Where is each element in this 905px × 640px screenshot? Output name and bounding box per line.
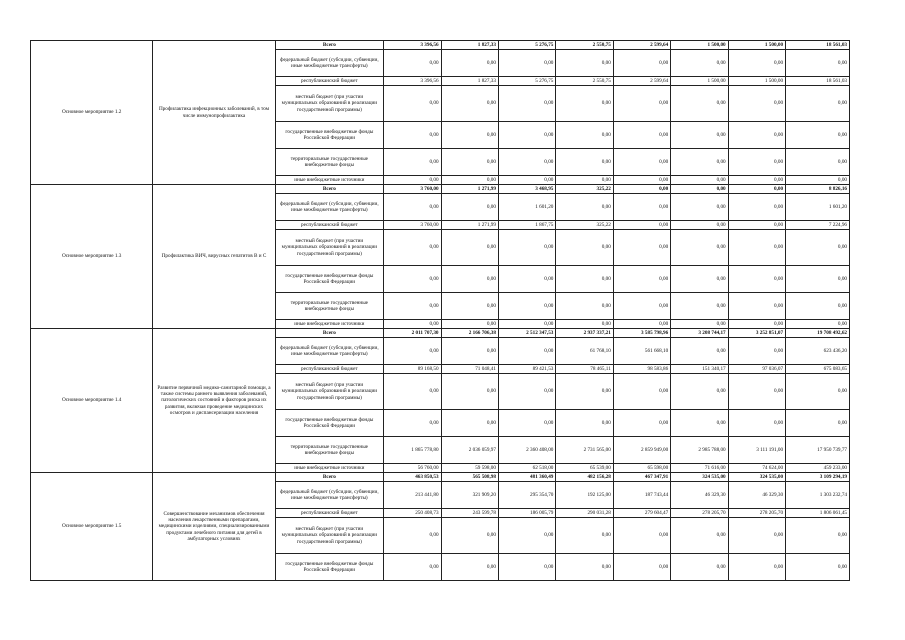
year-value: 192 125,00 bbox=[556, 482, 613, 509]
table-row-total bbox=[31, 473, 850, 482]
year-value: 0,00 bbox=[441, 374, 498, 410]
year-value: 0,00 bbox=[498, 230, 555, 266]
funding-source: Всего bbox=[275, 185, 383, 194]
year-value: 1 500,00 bbox=[728, 41, 785, 50]
year-value: 0,00 bbox=[671, 338, 728, 365]
year-value: 0,00 bbox=[613, 320, 670, 329]
budget-table bbox=[30, 40, 850, 581]
year-value: 0,00 bbox=[384, 176, 441, 185]
year-value: 3 396,56 bbox=[384, 77, 441, 86]
year-value: 3 585 798,96 bbox=[613, 329, 670, 338]
year-value: 0,00 bbox=[441, 293, 498, 320]
row-total-value: 1 806 061,45 bbox=[786, 509, 850, 518]
year-value: 325,22 bbox=[556, 221, 613, 230]
year-value: 0,00 bbox=[613, 86, 670, 122]
year-value: 0,00 bbox=[671, 266, 728, 293]
year-value: 0,00 bbox=[498, 176, 555, 185]
year-value: 0,00 bbox=[498, 410, 555, 437]
year-value: 0,00 bbox=[498, 320, 555, 329]
year-value: 3 252 851,07 bbox=[728, 329, 785, 338]
year-value: 481 360,49 bbox=[498, 473, 555, 482]
year-value: 0,00 bbox=[671, 176, 728, 185]
event-name: Профилактика инфекционных заболеваний, в том числе иммунопрофилактика bbox=[153, 41, 275, 185]
year-value: 3 111 191,00 bbox=[728, 437, 785, 464]
year-value: 0,00 bbox=[728, 338, 785, 365]
year-value: 2 731 565,00 bbox=[556, 437, 613, 464]
year-value: 0,00 bbox=[728, 518, 785, 554]
year-value: 0,00 bbox=[556, 86, 613, 122]
year-value: 65 598,00 bbox=[613, 464, 670, 473]
year-value: 0,00 bbox=[728, 122, 785, 149]
year-value: 0,00 bbox=[441, 50, 498, 77]
year-value: 324 535,00 bbox=[728, 473, 785, 482]
year-value: 0,00 bbox=[498, 293, 555, 320]
funding-source: территориальные государственные внебюджетные фонды bbox=[275, 437, 383, 464]
year-value: 89 421,53 bbox=[498, 365, 555, 374]
year-value: 0,00 bbox=[613, 221, 670, 230]
row-total-value: 3 109 294,19 bbox=[786, 473, 850, 482]
year-value: 0,00 bbox=[498, 374, 555, 410]
year-value: 0,00 bbox=[728, 194, 785, 221]
year-value: 3 208 744,17 bbox=[671, 329, 728, 338]
year-value: 0,00 bbox=[728, 320, 785, 329]
year-value: 2 859 949,00 bbox=[613, 437, 670, 464]
year-value: 61 768,10 bbox=[556, 338, 613, 365]
year-value: 56 760,00 bbox=[384, 464, 441, 473]
funding-source: государственные внебюджетные фонды Российской Федерации bbox=[275, 266, 383, 293]
year-value: 0,00 bbox=[384, 374, 441, 410]
year-value: 0,00 bbox=[556, 50, 613, 77]
funding-source: Всего bbox=[275, 41, 383, 50]
year-value: 0,00 bbox=[384, 194, 441, 221]
funding-source: местный бюджет (при участии муниципальных образований в реализации государственной программы) bbox=[275, 230, 383, 266]
year-value: 0,00 bbox=[728, 221, 785, 230]
year-value: 3 760,00 bbox=[384, 185, 441, 194]
year-value: 1 500,00 bbox=[728, 77, 785, 86]
year-value: 0,00 bbox=[384, 293, 441, 320]
year-value: 3 760,00 bbox=[384, 221, 441, 230]
year-value: 5 276,75 bbox=[498, 77, 555, 86]
year-value: 0,00 bbox=[613, 176, 670, 185]
year-value: 0,00 bbox=[498, 86, 555, 122]
row-total-value: 0,00 bbox=[786, 266, 850, 293]
event-label: Основное мероприятие 1.5 bbox=[31, 473, 153, 581]
year-value: 0,00 bbox=[556, 554, 613, 581]
year-value: 98 583,86 bbox=[613, 365, 670, 374]
event-label: Основное мероприятие 1.2 bbox=[31, 41, 153, 185]
funding-source: территориальные государственные внебюджетные фонды bbox=[275, 293, 383, 320]
year-value: 3 396,56 bbox=[384, 41, 441, 50]
year-value: 0,00 bbox=[498, 338, 555, 365]
year-value: 0,00 bbox=[671, 86, 728, 122]
year-value: 0,00 bbox=[613, 50, 670, 77]
row-total-value: 0,00 bbox=[786, 293, 850, 320]
year-value: 0,00 bbox=[384, 320, 441, 329]
year-value: 0,00 bbox=[556, 374, 613, 410]
year-value: 0,00 bbox=[441, 149, 498, 176]
year-value: 0,00 bbox=[671, 230, 728, 266]
row-total-value: 0,00 bbox=[786, 374, 850, 410]
year-value: 1 601,20 bbox=[498, 194, 555, 221]
year-value: 1 500,00 bbox=[671, 77, 728, 86]
year-value: 278 205,70 bbox=[728, 509, 785, 518]
year-value: 0,00 bbox=[498, 149, 555, 176]
year-value: 0,00 bbox=[441, 320, 498, 329]
year-value: 0,00 bbox=[613, 149, 670, 176]
funding-source: территориальные государственные внебюджетные фонды bbox=[275, 149, 383, 176]
year-value: 0,00 bbox=[556, 266, 613, 293]
year-value: 0,00 bbox=[498, 50, 555, 77]
year-value: 151 340,17 bbox=[671, 365, 728, 374]
year-value: 78 465,11 bbox=[556, 365, 613, 374]
year-value: 0,00 bbox=[613, 293, 670, 320]
year-value: 0,00 bbox=[384, 410, 441, 437]
year-value: 0,00 bbox=[384, 266, 441, 293]
year-value: 0,00 bbox=[556, 122, 613, 149]
year-value: 0,00 bbox=[441, 86, 498, 122]
year-value: 1 271,99 bbox=[441, 221, 498, 230]
year-value: 0,00 bbox=[498, 122, 555, 149]
year-value: 0,00 bbox=[556, 176, 613, 185]
year-value: 2 011 707,30 bbox=[384, 329, 441, 338]
year-value: 1 827,33 bbox=[441, 41, 498, 50]
year-value: 561 668,10 bbox=[613, 338, 670, 365]
year-value: 0,00 bbox=[441, 338, 498, 365]
year-value: 0,00 bbox=[671, 320, 728, 329]
funding-source: иные внебюджетные источники bbox=[275, 464, 383, 473]
year-value: 0,00 bbox=[384, 149, 441, 176]
year-value: 0,00 bbox=[384, 230, 441, 266]
row-total-value: 0,00 bbox=[786, 554, 850, 581]
year-value: 0,00 bbox=[613, 554, 670, 581]
year-value: 0,00 bbox=[671, 374, 728, 410]
row-total-value: 0,00 bbox=[786, 230, 850, 266]
year-value: 2 512 347,53 bbox=[498, 329, 555, 338]
year-value: 1 500,00 bbox=[671, 41, 728, 50]
year-value: 0,00 bbox=[613, 266, 670, 293]
year-value: 0,00 bbox=[384, 86, 441, 122]
year-value: 2 166 706,38 bbox=[441, 329, 498, 338]
year-value: 0,00 bbox=[728, 293, 785, 320]
event-name: Профилактика ВИЧ, вирусных гепатитов В и С bbox=[153, 185, 275, 329]
year-value: 0,00 bbox=[441, 410, 498, 437]
event-name: Развитие первичной медико-санитарной помощи, а также системы раннего выявления заболеваний, патологических состояний и факторов риска их развития, включая проведение медицинских осмотров и диспансеризации населения bbox=[153, 329, 275, 473]
year-value: 0,00 bbox=[728, 185, 785, 194]
row-total-value: 19 708 492,62 bbox=[786, 329, 850, 338]
row-total-value: 18 561,03 bbox=[786, 77, 850, 86]
year-value: 0,00 bbox=[384, 554, 441, 581]
year-value: 0,00 bbox=[728, 374, 785, 410]
year-value: 0,00 bbox=[384, 50, 441, 77]
year-value: 0,00 bbox=[728, 149, 785, 176]
year-value: 2 550,75 bbox=[556, 77, 613, 86]
year-value: 0,00 bbox=[728, 554, 785, 581]
event-label: Основное мероприятие 1.3 bbox=[31, 185, 153, 329]
year-value: 0,00 bbox=[556, 518, 613, 554]
event-name: Совершенствование механизмов обеспечения населения лекарственными препаратами, медицинскими изделиями, специализированными продуктами лечебного питания для детей в амбулаторных условиях bbox=[153, 473, 275, 581]
year-value: 0,00 bbox=[441, 554, 498, 581]
year-value: 0,00 bbox=[441, 122, 498, 149]
year-value: 0,00 bbox=[556, 194, 613, 221]
funding-source: республиканский бюджет bbox=[275, 221, 383, 230]
row-total-value: 8 826,16 bbox=[786, 185, 850, 194]
year-value: 213 441,80 bbox=[384, 482, 441, 509]
year-value: 1 827,33 bbox=[441, 77, 498, 86]
year-value: 0,00 bbox=[498, 266, 555, 293]
row-total-value: 459 233,00 bbox=[786, 464, 850, 473]
row-total-value: 0,00 bbox=[786, 518, 850, 554]
year-value: 2 599,64 bbox=[613, 77, 670, 86]
year-value: 2 599,64 bbox=[613, 41, 670, 50]
year-value: 0,00 bbox=[384, 338, 441, 365]
year-value: 325,22 bbox=[556, 185, 613, 194]
funding-source: государственные внебюджетные фонды Российской Федерации bbox=[275, 410, 383, 437]
table-body bbox=[31, 41, 850, 581]
table-row-total bbox=[31, 185, 850, 194]
year-value: 321 909,20 bbox=[441, 482, 498, 509]
row-total-value: 7 224,96 bbox=[786, 221, 850, 230]
row-total-value: 1 601,20 bbox=[786, 194, 850, 221]
year-value: 0,00 bbox=[441, 194, 498, 221]
year-value: 0,00 bbox=[441, 230, 498, 266]
row-total-value: 0,00 bbox=[786, 410, 850, 437]
funding-source: местный бюджет (при участии муниципальных образований в реализации государственной программы) bbox=[275, 374, 383, 410]
year-value: 186 005,79 bbox=[498, 509, 555, 518]
year-value: 0,00 bbox=[671, 122, 728, 149]
year-value: 0,00 bbox=[671, 518, 728, 554]
year-value: 2 937 337,21 bbox=[556, 329, 613, 338]
row-total-value: 0,00 bbox=[786, 50, 850, 77]
event-label: Основное мероприятие 1.4 bbox=[31, 329, 153, 473]
year-value: 0,00 bbox=[556, 293, 613, 320]
year-value: 0,00 bbox=[671, 293, 728, 320]
year-value: 0,00 bbox=[556, 149, 613, 176]
year-value: 46 329,30 bbox=[671, 482, 728, 509]
year-value: 59 598,00 bbox=[441, 464, 498, 473]
row-total-value: 675 083,65 bbox=[786, 365, 850, 374]
year-value: 0,00 bbox=[613, 122, 670, 149]
year-value: 0,00 bbox=[498, 518, 555, 554]
year-value: 71 048,41 bbox=[441, 365, 498, 374]
row-total-value: 17 950 739,77 bbox=[786, 437, 850, 464]
funding-source: государственные внебюджетные фонды Российской Федерации bbox=[275, 554, 383, 581]
year-value: 250 408,73 bbox=[384, 509, 441, 518]
year-value: 71 616,00 bbox=[671, 464, 728, 473]
funding-source: республиканский бюджет bbox=[275, 365, 383, 374]
row-total-value: 0,00 bbox=[786, 122, 850, 149]
year-value: 243 599,78 bbox=[441, 509, 498, 518]
year-value: 0,00 bbox=[613, 518, 670, 554]
year-value: 278 205,70 bbox=[671, 509, 728, 518]
row-total-value: 1 303 232,74 bbox=[786, 482, 850, 509]
row-total-value: 623 436,20 bbox=[786, 338, 850, 365]
funding-source: иные внебюджетные источники bbox=[275, 320, 383, 329]
year-value: 62 518,00 bbox=[498, 464, 555, 473]
year-value: 279 604,47 bbox=[613, 509, 670, 518]
year-value: 0,00 bbox=[728, 230, 785, 266]
funding-source: Всего bbox=[275, 329, 383, 338]
year-value: 0,00 bbox=[671, 50, 728, 77]
year-value: 565 508,98 bbox=[441, 473, 498, 482]
year-value: 0,00 bbox=[671, 194, 728, 221]
year-value: 2 985 788,00 bbox=[671, 437, 728, 464]
funding-source: иные внебюджетные источники bbox=[275, 176, 383, 185]
year-value: 0,00 bbox=[671, 221, 728, 230]
year-value: 187 743,44 bbox=[613, 482, 670, 509]
year-value: 2 550,75 bbox=[556, 41, 613, 50]
row-total-value: 0,00 bbox=[786, 149, 850, 176]
year-value: 74 624,00 bbox=[728, 464, 785, 473]
year-value: 0,00 bbox=[613, 185, 670, 194]
year-value: 295 354,70 bbox=[498, 482, 555, 509]
year-value: 1 867,75 bbox=[498, 221, 555, 230]
year-value: 97 036,07 bbox=[728, 365, 785, 374]
funding-source: местный бюджет (при участии муниципальных образований в реализации государственной программы) bbox=[275, 518, 383, 554]
year-value: 0,00 bbox=[671, 149, 728, 176]
year-value: 0,00 bbox=[441, 266, 498, 293]
year-value: 0,00 bbox=[384, 518, 441, 554]
year-value: 482 156,28 bbox=[556, 473, 613, 482]
year-value: 46 329,30 bbox=[728, 482, 785, 509]
year-value: 0,00 bbox=[728, 410, 785, 437]
year-value: 0,00 bbox=[498, 554, 555, 581]
funding-source: республиканский бюджет bbox=[275, 509, 383, 518]
funding-source: Всего bbox=[275, 473, 383, 482]
year-value: 1 271,99 bbox=[441, 185, 498, 194]
year-value: 65 539,00 bbox=[556, 464, 613, 473]
year-value: 0,00 bbox=[441, 518, 498, 554]
year-value: 1 865 778,80 bbox=[384, 437, 441, 464]
year-value: 290 031,28 bbox=[556, 509, 613, 518]
year-value: 0,00 bbox=[613, 374, 670, 410]
year-value: 0,00 bbox=[728, 176, 785, 185]
funding-source: федеральный бюджет (субсидии, субвенции, иные межбюджетные трансферты) bbox=[275, 482, 383, 509]
year-value: 0,00 bbox=[556, 320, 613, 329]
year-value: 0,00 bbox=[613, 410, 670, 437]
year-value: 2 360 408,00 bbox=[498, 437, 555, 464]
year-value: 467 347,91 bbox=[613, 473, 670, 482]
row-total-value: 18 561,03 bbox=[786, 41, 850, 50]
year-value: 324 535,00 bbox=[671, 473, 728, 482]
funding-source: федеральный бюджет (субсидии, субвенции, иные межбюджетные трансферты) bbox=[275, 50, 383, 77]
year-value: 0,00 bbox=[441, 176, 498, 185]
year-value: 89 168,50 bbox=[384, 365, 441, 374]
year-value: 0,00 bbox=[613, 194, 670, 221]
funding-source: местный бюджет (при участии муниципальных образований в реализации государственной программы) bbox=[275, 86, 383, 122]
year-value: 0,00 bbox=[384, 122, 441, 149]
table-row-total bbox=[31, 41, 850, 50]
year-value: 0,00 bbox=[556, 410, 613, 437]
year-value: 0,00 bbox=[556, 230, 613, 266]
row-total-value: 0,00 bbox=[786, 86, 850, 122]
funding-source: государственные внебюджетные фонды Российской Федерации bbox=[275, 122, 383, 149]
funding-source: федеральный бюджет (субсидии, субвенции, иные межбюджетные трансферты) bbox=[275, 194, 383, 221]
year-value: 0,00 bbox=[728, 266, 785, 293]
funding-source: республиканский бюджет bbox=[275, 77, 383, 86]
year-value: 0,00 bbox=[671, 410, 728, 437]
year-value: 0,00 bbox=[671, 185, 728, 194]
year-value: 3 468,95 bbox=[498, 185, 555, 194]
table-row-total bbox=[31, 329, 850, 338]
funding-source: федеральный бюджет (субсидии, субвенции, иные межбюджетные трансферты) bbox=[275, 338, 383, 365]
year-value: 0,00 bbox=[728, 86, 785, 122]
year-value: 463 850,53 bbox=[384, 473, 441, 482]
year-value: 0,00 bbox=[671, 554, 728, 581]
row-total-value: 0,00 bbox=[786, 176, 850, 185]
year-value: 0,00 bbox=[728, 50, 785, 77]
row-total-value: 0,00 bbox=[786, 320, 850, 329]
year-value: 2 036 059,97 bbox=[441, 437, 498, 464]
year-value: 0,00 bbox=[613, 230, 670, 266]
year-value: 5 276,75 bbox=[498, 41, 555, 50]
